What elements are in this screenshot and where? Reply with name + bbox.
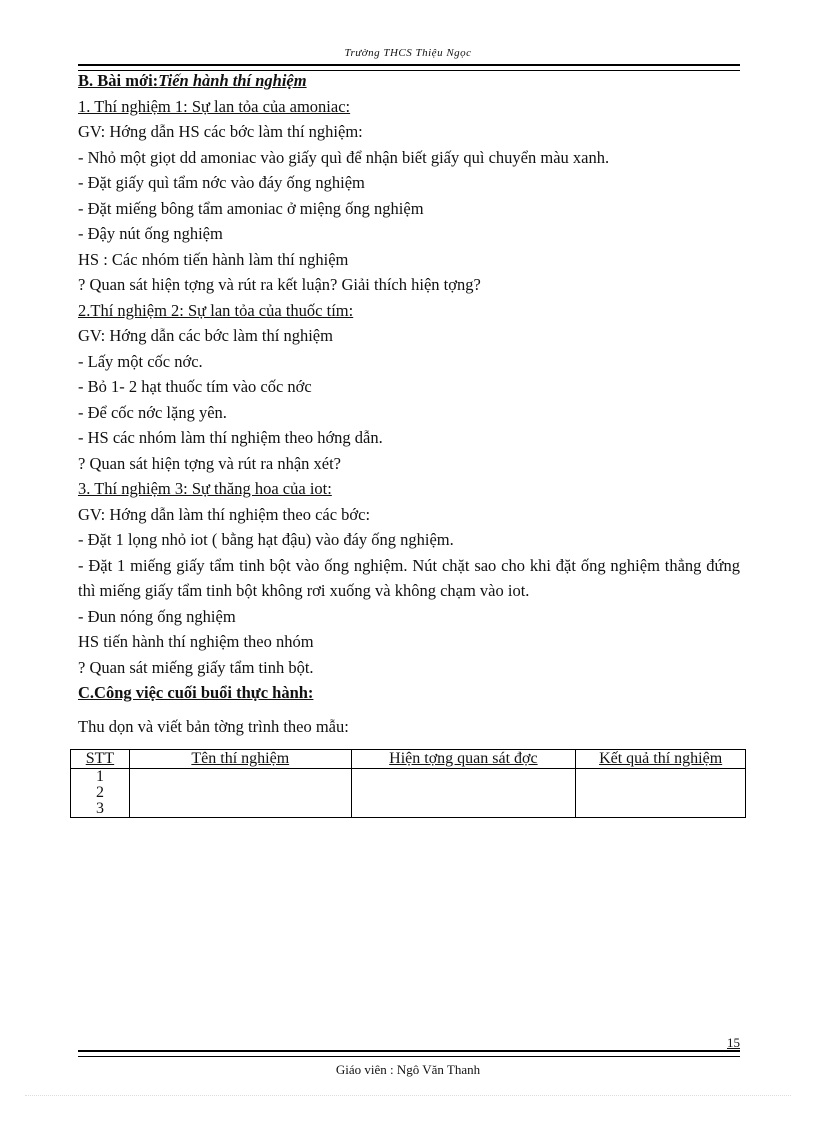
- text-line: HS : Các nhóm tiến hành làm thí nghiệm: [78, 249, 349, 269]
- text-line: GV: Hớng dẫn HS các bớc làm thí nghiệm:: [78, 122, 363, 141]
- table-header-result: Kết quả thí nghiệm: [576, 750, 746, 769]
- text-line: - Đặt miếng bông tẩm amoniac ở miệng ống nghiệm: [78, 198, 424, 218]
- closing-line: Thu dọn và viết bản tờng trình theo mẫu:: [78, 716, 349, 736]
- observation-cell: [351, 769, 576, 818]
- heading-b: [78, 68, 740, 94]
- results-table: [70, 749, 746, 818]
- text-line: - HS các nhóm làm thí nghiệm theo hớng dẫn.: [78, 428, 383, 447]
- text-line: HS tiến hành thí nghiệm theo nhóm: [78, 632, 314, 651]
- text-line: ? Quan sát hiện tợng và rút ra kết luận? Giải thích hiện tợng?: [78, 275, 481, 294]
- document-body: [78, 68, 740, 739]
- section-title-3: 3. Thí nghiệm 3: Sự thăng hoa của iot:: [78, 479, 332, 498]
- name-cell: [129, 769, 351, 818]
- stt-cell: [71, 769, 130, 818]
- row-number: 1: [95, 768, 104, 785]
- section-title-2: 2.Thí nghiệm 2: Sự lan tỏa của thuốc tím:: [78, 300, 354, 320]
- text-line: - Đặt giấy quì tẩm nớc vào đáy ống nghiệm: [78, 173, 365, 192]
- text-line: - Lấy một cốc nớc.: [78, 351, 203, 371]
- text-line: ? Quan sát miếng giấy tẩm tinh bột.: [78, 657, 314, 677]
- row-number: 2: [95, 784, 104, 801]
- table-header-row: [71, 750, 746, 769]
- header-school-name: Trường THCS Thiệu Ngọc: [344, 47, 472, 59]
- text-line: - Đun nóng ống nghiệm: [78, 606, 236, 626]
- text-line: - Bỏ 1- 2 hạt thuốc tím vào cốc nớc: [78, 377, 312, 396]
- text-line: ? Quan sát hiện tợng và rút ra nhận xét?: [78, 453, 342, 473]
- text-line: - Nhỏ một giọt dd amoniac vào giấy quì để nhận biết giấy quì chuyển màu xanh.: [78, 147, 610, 167]
- text-paragraph: - Đặt 1 miếng giấy tẩm tinh bột vào ống nghiệm. Nút chặt sao cho khi đặt ống nghiệm thẳng đứng thì miếng giấy tẩm tinh bột không rơi xuống và không chạm vào iot.: [78, 555, 740, 600]
- table-header-name: Tên thí nghiệm: [129, 750, 351, 769]
- footer-teacher: Giáo viên : Ngô Văn Thanh: [335, 1062, 481, 1077]
- page-number: 15: [727, 1035, 740, 1050]
- row-number: 3: [95, 800, 104, 817]
- footer-rule: [78, 1050, 740, 1057]
- heading-b-title: Tiến hành thí nghiệm: [158, 71, 307, 90]
- text-line: - Đậy nút ống nghiệm: [78, 224, 223, 243]
- result-cell: [576, 769, 746, 818]
- table-row: [71, 769, 746, 818]
- text-line: - Để cốc nớc lặng yên.: [78, 402, 227, 422]
- table-header-observation: Hiện tợng quan sát đợc: [351, 750, 576, 769]
- table-header-stt: STT: [71, 750, 130, 769]
- section-title-1: 1. Thí nghiệm 1: Sự lan tỏa của amoniac:: [78, 96, 351, 116]
- text-line: GV: Hớng dẫn các bớc làm thí nghiệm: [78, 326, 333, 345]
- heading-c: C.Công việc cuối buổi thực hành:: [78, 683, 314, 702]
- page-edge-dots: [25, 1095, 791, 1096]
- text-line: GV: Hớng dẫn làm thí nghiệm theo các bớc:: [78, 504, 371, 524]
- heading-b-prefix: B. Bài mới:: [78, 71, 159, 90]
- text-line: - Đặt 1 lọng nhỏ iot ( bằng hạt đậu) vào đáy ống nghiệm.: [78, 530, 454, 549]
